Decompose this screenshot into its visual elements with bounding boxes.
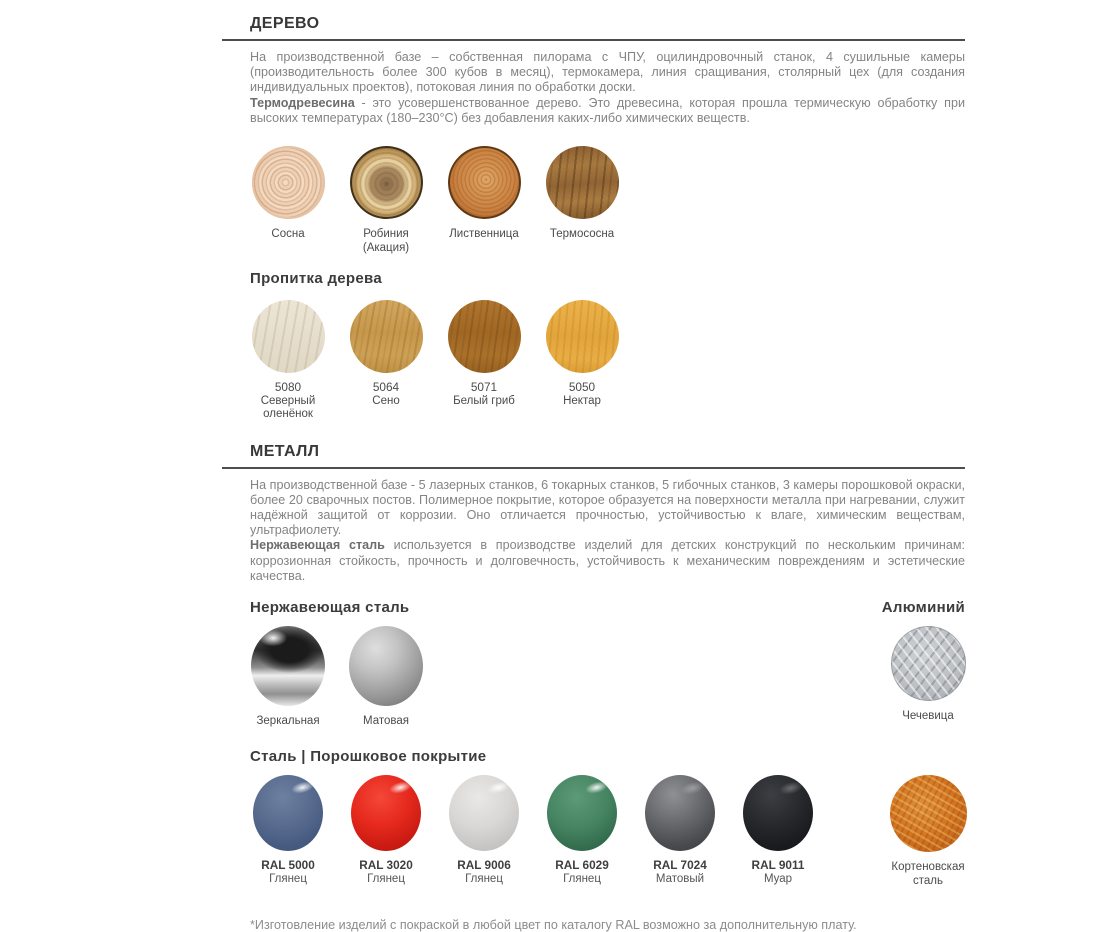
- robinia-swatch-image: [350, 146, 423, 219]
- swatch-label: Кортеновская сталь: [891, 861, 965, 887]
- ral5000-swatch-image: [253, 775, 323, 851]
- swatch-finish: Глянец: [563, 872, 601, 885]
- swatch-label: Нектар: [563, 394, 601, 407]
- swatch-thermopine: [533, 146, 631, 255]
- stainless-aluminum-row: [239, 626, 965, 729]
- ral6029-swatch-image: [547, 775, 617, 851]
- swatch-robinia: [337, 146, 435, 255]
- corten-steel-swatch-image: [890, 775, 967, 852]
- swatch-5071: [435, 300, 533, 422]
- swatch-label: Зеркальная: [256, 714, 320, 727]
- swatch-5080: [239, 300, 337, 422]
- wood-impregnation-row: [239, 300, 965, 422]
- metal-intro-paragraph: [250, 478, 965, 584]
- catalog-page: [250, 0, 965, 932]
- metal-section-title: МЕТАЛЛ: [250, 442, 320, 460]
- metal-intro-text: На производственной базе - 5 лазерных станков, 6 токарных станков, 5 гибочных станков, 3 камеры порошковой окраски, более 20 сварочных постов. Полимерное покрытие, которое образуется на поверхности металла при нагревании, служит надёжной защитой от коррозии. Оно отличается прочностью, устойчивостью к влаге, химическим веществам, ультрафиолету.: [250, 477, 965, 538]
- swatch-finish: Глянец: [367, 872, 405, 885]
- swatch-label: Сосна: [271, 228, 305, 241]
- ral9011-swatch-image: [743, 775, 813, 851]
- powder-coating-title: Сталь | Порошковое покрытие: [250, 748, 487, 766]
- wood-section-title: ДЕРЕВО: [250, 15, 320, 32]
- aluminum-checker-swatch-image: [891, 626, 966, 701]
- ral9006-swatch-image: [449, 775, 519, 851]
- aluminum-title: Алюминий: [881, 598, 965, 616]
- swatch-ral7024: [631, 775, 729, 888]
- swatch-code: 5064: [372, 380, 400, 395]
- swatch-code: RAL 3020: [359, 858, 413, 873]
- swatch-finish: Глянец: [465, 872, 503, 885]
- impregnation-5080-swatch-image: [252, 300, 325, 373]
- impregnation-5050-swatch-image: [546, 300, 619, 373]
- swatch-matte-steel: [337, 626, 435, 729]
- swatch-ral9011: [729, 775, 827, 888]
- thermopine-swatch-image: [546, 146, 619, 219]
- swatch-code: RAL 9006: [457, 858, 511, 873]
- matte-steel-swatch-image: [349, 626, 423, 706]
- impregnation-5064-swatch-image: [350, 300, 423, 373]
- swatch-code: 5080: [274, 380, 302, 395]
- pine-swatch-image: [252, 146, 325, 219]
- wood-intro-paragraph: [250, 50, 965, 126]
- swatch-label: Робиния (Акация): [362, 228, 410, 254]
- swatch-code: RAL 9011: [751, 858, 805, 873]
- swatch-code: RAL 6029: [555, 858, 609, 873]
- swatch-label: Чечевица: [902, 709, 954, 722]
- swatch-label: Лиственница: [449, 228, 519, 241]
- ral3020-swatch-image: [351, 775, 421, 851]
- swatch-ral3020: [337, 775, 435, 888]
- ral7024-swatch-image: [645, 775, 715, 851]
- swatch-label: Сено: [372, 394, 400, 407]
- swatch-ral6029: [533, 775, 631, 888]
- stainless-text: используется в производстве изделий для детских конструкций по нескольким причинам: коррозионная стойкость, прочность и долговечность, устойчивость к механическим повреждениям и эстетические качества.: [250, 538, 965, 583]
- stainless-steel-title: Нержавеющая сталь: [250, 598, 410, 616]
- ral-footnote: *Изготовление изделий с покраской в любой цвет по каталогу RAL возможно за дополнительную плату.: [250, 918, 857, 932]
- swatch-larch: [435, 146, 533, 255]
- swatch-label: Матовая: [363, 714, 409, 727]
- thermowood-lead: Термодревесина: [250, 95, 355, 110]
- swatch-code: 5050: [568, 380, 596, 395]
- swatch-finish: Муар: [763, 872, 793, 885]
- wood-intro-text: На производственной базе – собственная пилорама с ЧПУ, оцилиндровочный станок, 4 сушильные камеры (производительность более 300 кубов в месяц), термокамера, линия сращивания, столярный цех (для создания индивидуальных проектов), потоковая линия по обработки доски.: [250, 50, 965, 95]
- wood-species-row: [239, 146, 965, 255]
- swatch-5064: [337, 300, 435, 422]
- swatch-ral5000: [239, 775, 337, 888]
- swatch-5050: [533, 300, 631, 422]
- mirror-steel-swatch-image: [251, 626, 325, 706]
- swatch-label: Термососна: [549, 228, 615, 241]
- swatch-label: Белый гриб: [453, 394, 515, 407]
- swatch-ral9006: [435, 775, 533, 888]
- swatch-label: Северный оленёнок: [260, 394, 316, 421]
- swatch-code: RAL 7024: [653, 858, 707, 873]
- swatch-code: RAL 5000: [261, 858, 315, 873]
- impregnation-title: Пропитка дерева: [250, 270, 382, 288]
- swatch-aluminum-lentil: [888, 626, 968, 729]
- metal-title-rule: [222, 467, 965, 469]
- impregnation-5071-swatch-image: [448, 300, 521, 373]
- swatch-pine: [239, 146, 337, 255]
- wood-title-rule: [222, 39, 965, 41]
- swatch-code: 5071: [470, 380, 498, 395]
- metal-subheadings-row: [250, 599, 965, 616]
- thermowood-text: - это усовершенствованное дерево. Это древесина, которая прошла термическую обработку при высоких температурах (180–230°С) без добавления каких-либо химических веществ.: [250, 95, 965, 125]
- powder-colors-row: [239, 775, 965, 888]
- swatch-corten-steel: [888, 775, 968, 888]
- swatch-finish: Глянец: [269, 872, 307, 885]
- larch-swatch-image: [448, 146, 521, 219]
- swatch-mirror-steel: [239, 626, 337, 729]
- stainless-lead: Нержавеющая сталь: [250, 538, 385, 553]
- swatch-finish: Матовый: [655, 872, 705, 885]
